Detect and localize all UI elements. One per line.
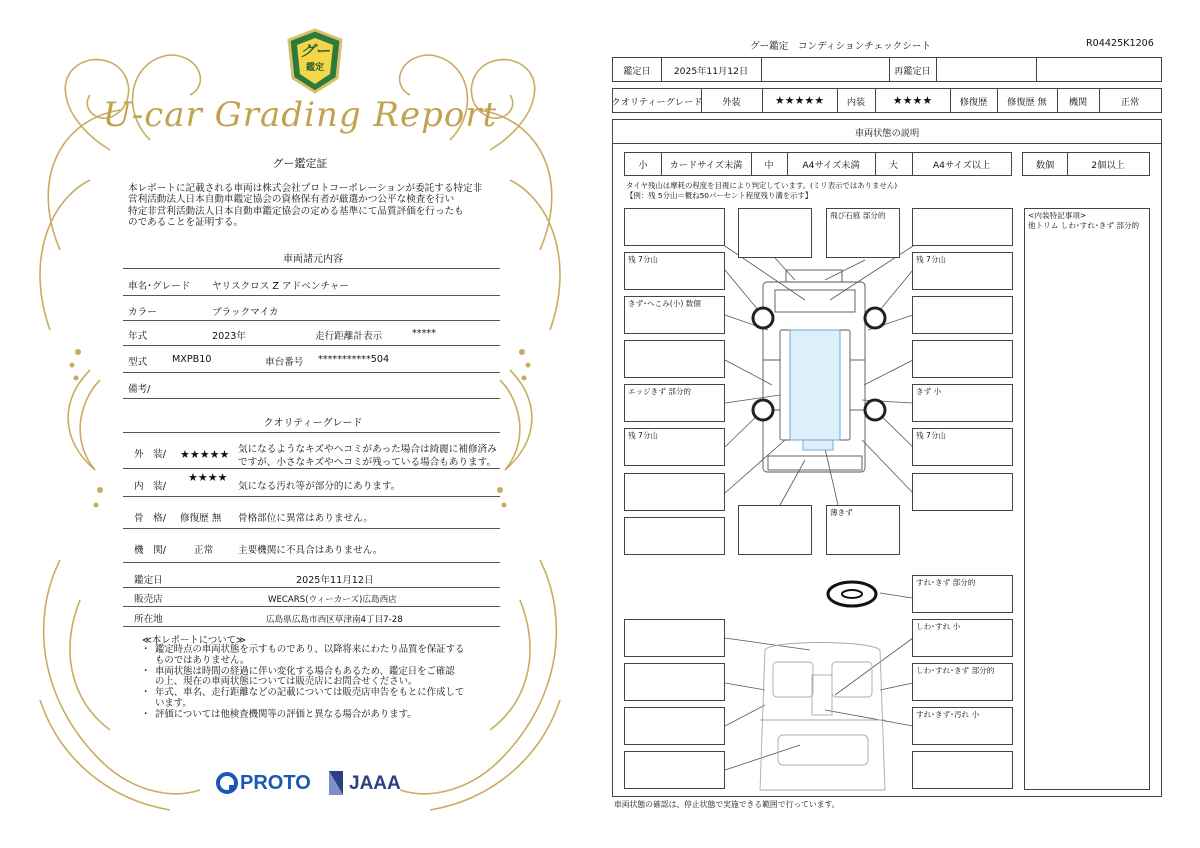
callout-box bbox=[624, 517, 725, 555]
exterior-label: 外 装/ bbox=[134, 449, 167, 460]
tire-note-1: タイヤ残山は摩耗の程度を目視により判定しています。(ミリ表示ではありません) bbox=[626, 181, 898, 190]
condition-check-sheet bbox=[600, 0, 1200, 848]
callout-text: 薄きず bbox=[830, 508, 853, 517]
large-desc: A4サイズ以上 bbox=[932, 160, 991, 171]
sheet-engine-value: 正常 bbox=[1120, 96, 1140, 108]
interior-stars: ★★★★ bbox=[188, 471, 228, 484]
divider bbox=[123, 372, 500, 373]
divider bbox=[123, 528, 500, 529]
condition-title: 車両状態の説明 bbox=[613, 120, 1161, 144]
interior-notes-text: 他トリム しわ･すれ･きず 部分的 bbox=[1028, 221, 1140, 230]
callout-text: 残 7分山 bbox=[628, 255, 659, 264]
frame-label: 骨 格/ bbox=[134, 513, 167, 524]
divider bbox=[123, 320, 500, 321]
sheet-exterior-label: 外装 bbox=[722, 96, 741, 108]
callout-tire-rr bbox=[912, 428, 1013, 466]
certificate-heading: グー鑑定証 bbox=[272, 157, 328, 170]
divider bbox=[123, 432, 500, 433]
certificate-line: 営利活動法人日本自動車鑑定協会の資格保有者が厳選かつ公平な検査を行い bbox=[128, 194, 455, 206]
callout-tire-fl bbox=[624, 252, 725, 290]
divider bbox=[123, 626, 500, 627]
callout-tire-fr bbox=[912, 252, 1013, 290]
mileage-value: ***** bbox=[412, 328, 436, 339]
small-desc: カードサイズ未満 bbox=[669, 160, 743, 171]
proto-logo-text: PROTO bbox=[240, 772, 311, 794]
interior-desc: 気になる汚れ等が部分的にあります。 bbox=[238, 481, 401, 492]
sheet-date-label: 鑑定日 bbox=[623, 65, 651, 77]
jaaa-logo-icon bbox=[326, 769, 346, 797]
callout-box bbox=[624, 663, 725, 701]
divider bbox=[123, 562, 500, 563]
callout-box bbox=[738, 505, 812, 555]
sheet-interior-label: 内装 bbox=[846, 96, 866, 108]
address-label: 所在地 bbox=[134, 614, 163, 625]
sheet-date-value: 2025年11月12日 bbox=[673, 65, 749, 77]
year-value: 2023年 bbox=[212, 331, 247, 342]
exterior-desc-2: ですが、小さなキズやヘコミが残っている場合もあります。 bbox=[238, 457, 497, 468]
callout-front-left bbox=[624, 296, 725, 334]
callout-rear-bumper bbox=[826, 505, 900, 555]
reappraisal-label: 再鑑定日 bbox=[894, 65, 931, 77]
report-id: R04425K1206 bbox=[1086, 38, 1154, 49]
callout-box bbox=[624, 340, 725, 378]
vehicle-name-value: ヤリスクロス Z アドベンチャー bbox=[212, 281, 349, 292]
tire-note-2: 【例：残 5分山＝概ね50パーセント程度残り溝を示す】 bbox=[626, 191, 813, 200]
callout-box bbox=[624, 473, 725, 511]
count-desc: 2個以上 bbox=[1091, 160, 1125, 171]
callout-right-rear bbox=[912, 384, 1013, 422]
divider bbox=[123, 606, 500, 607]
frame-desc: 骨格部位に異常はありません。 bbox=[238, 513, 373, 524]
remarks-label: 備考/ bbox=[128, 384, 151, 395]
jaaa-logo-text: JAAA bbox=[349, 773, 401, 794]
color-value: ブラックマイカ bbox=[212, 307, 279, 318]
notes-item: ・ 年式、車名、走行距離などの記載については販売店申告をもとに作成して bbox=[145, 688, 495, 699]
model-label: 型式 bbox=[128, 357, 148, 368]
callout-text: エッジきず 部分的 bbox=[628, 387, 692, 396]
callout-box bbox=[738, 208, 812, 258]
callout-text: すれ･きず 部分的 bbox=[916, 578, 976, 587]
callout-roof bbox=[826, 208, 900, 258]
quality-section-title: クオリティーグレード bbox=[263, 418, 363, 429]
callout-box bbox=[624, 751, 725, 789]
chassis-value: ***********504 bbox=[318, 354, 390, 365]
exterior-desc-1: 気になるようなキズやヘコミがあった場合は綺麗に補修済み bbox=[238, 444, 497, 455]
sheet-repair-label: 修復歴 bbox=[959, 96, 988, 108]
callout-box bbox=[912, 751, 1013, 789]
interior-notes-title: <内装特記事項> bbox=[1028, 211, 1087, 220]
dealer-value: WECARS(ウィーカーズ)広島西店 bbox=[268, 595, 397, 605]
callout-left-rear bbox=[624, 384, 725, 422]
notes-item-cont: の上、現在の車両状態については販売店にお問合せください。 bbox=[155, 676, 418, 688]
divider bbox=[123, 468, 500, 469]
callout-text: 残 7分山 bbox=[916, 255, 947, 264]
report-title: U-car Grading Report bbox=[102, 95, 498, 135]
medium-desc: A4サイズ未満 bbox=[802, 160, 860, 171]
callout-text: きず 小 bbox=[916, 387, 942, 396]
callout-text: 残 7分山 bbox=[628, 431, 659, 440]
divider bbox=[123, 496, 500, 497]
sheet-repair-value: 修復歴 無 bbox=[1007, 96, 1047, 108]
callout-text: しわ･すれ 小 bbox=[916, 622, 961, 631]
notes-item-cont: ものではありません。 bbox=[155, 654, 250, 666]
callout-tire-rl bbox=[624, 428, 725, 466]
callout-text: すれ･きず･汚れ 小 bbox=[916, 710, 980, 719]
callout-box bbox=[624, 208, 725, 246]
callout-box bbox=[912, 340, 1013, 378]
year-label: 年式 bbox=[128, 331, 148, 342]
small-label: 小 bbox=[638, 160, 648, 171]
callout-box bbox=[624, 707, 725, 745]
callout-text: しわ･すれ･きず 部分的 bbox=[916, 666, 995, 675]
notes-title: ≪本レポートについて≫ bbox=[142, 635, 246, 646]
callout-seat-right bbox=[912, 663, 1013, 701]
divider bbox=[123, 268, 500, 269]
appraisal-date-value: 2025年11月12日 bbox=[296, 575, 374, 586]
callout-seat-front bbox=[912, 619, 1013, 657]
chassis-label: 車台番号 bbox=[265, 357, 304, 368]
sheet-interior-stars: ★★★★ bbox=[892, 94, 933, 107]
mileage-label: 走行距離計表示 bbox=[315, 331, 383, 342]
sheet-footer: 車両状態の確認は、停止状態で実施できる範囲で行っています。 bbox=[614, 800, 840, 809]
callout-steering bbox=[912, 575, 1013, 613]
divider bbox=[123, 398, 500, 399]
steering-wheel-icon bbox=[828, 582, 876, 606]
interior-label: 内 装/ bbox=[134, 481, 167, 492]
divider bbox=[123, 345, 500, 346]
frame-value: 修復歴 無 bbox=[180, 513, 222, 524]
vehicle-section-title: 車両諸元内容 bbox=[283, 254, 343, 265]
badge-label: 鑑定 bbox=[305, 63, 324, 73]
sheet-engine-label: 機関 bbox=[1068, 96, 1088, 108]
count-label: 数個 bbox=[1035, 160, 1055, 171]
certificate-line: 特定非営利活動法人日本自動車鑑定協会の定める基準にて品質評価を行ったも bbox=[128, 205, 464, 217]
dealer-label: 販売店 bbox=[134, 594, 163, 605]
notes-list bbox=[145, 645, 495, 721]
medium-label: 中 bbox=[764, 160, 774, 171]
certificate-line: 本レポートに記載される車両は株式会社プロトコーポレーションが委託する特定非 bbox=[128, 183, 483, 194]
certificate-line: のであることを証明する。 bbox=[128, 216, 244, 228]
sheet-exterior-stars: ★★★★★ bbox=[774, 94, 825, 107]
engine-value: 正常 bbox=[194, 545, 214, 556]
engine-label: 機 関/ bbox=[134, 545, 167, 556]
callout-text: 飛び石痕 部分的 bbox=[830, 211, 886, 220]
proto-logo-icon bbox=[216, 771, 240, 795]
notes-item: ・ 車両状態は時間の経過に伴い変化する場合もあるため、鑑定日をご確認 bbox=[145, 667, 495, 678]
callout-text: 残 7分山 bbox=[916, 431, 947, 440]
appraisal-date-label: 鑑定日 bbox=[134, 575, 163, 586]
large-label: 大 bbox=[888, 160, 899, 171]
callout-seat-rear bbox=[912, 707, 1013, 745]
callout-box bbox=[624, 619, 725, 657]
divider bbox=[123, 587, 500, 588]
notes-item-cont: います。 bbox=[155, 697, 192, 709]
engine-desc: 主要機関に不具合はありません。 bbox=[238, 545, 383, 556]
model-value: MXPB10 bbox=[172, 354, 212, 365]
sheet-title: グー鑑定 コンディションチェックシート bbox=[750, 41, 932, 52]
badge-logo-text: グー bbox=[299, 42, 330, 60]
callout-box bbox=[912, 473, 1013, 511]
exterior-stars: ★★★★★ bbox=[180, 448, 230, 461]
grade-label: クオリティーグレード bbox=[611, 96, 703, 108]
divider bbox=[123, 295, 500, 296]
callout-box bbox=[912, 296, 1013, 334]
vehicle-name-label: 車名･グレード bbox=[128, 281, 191, 292]
notes-item: ・ 鑑定時点の車両状態を示すものであり、以降将来にわたり品質を保証する bbox=[145, 645, 495, 656]
notes-item: ・ 評価については他検査機関等の評価と異なる場合があります。 bbox=[145, 710, 495, 721]
certificate-body bbox=[128, 183, 498, 228]
address-value: 広島県広島市西区草津南4丁目7-28 bbox=[266, 615, 403, 625]
callout-text: きず･へこみ(小) 数個 bbox=[628, 299, 701, 308]
callout-box bbox=[912, 208, 1013, 246]
color-label: カラー bbox=[128, 307, 157, 318]
